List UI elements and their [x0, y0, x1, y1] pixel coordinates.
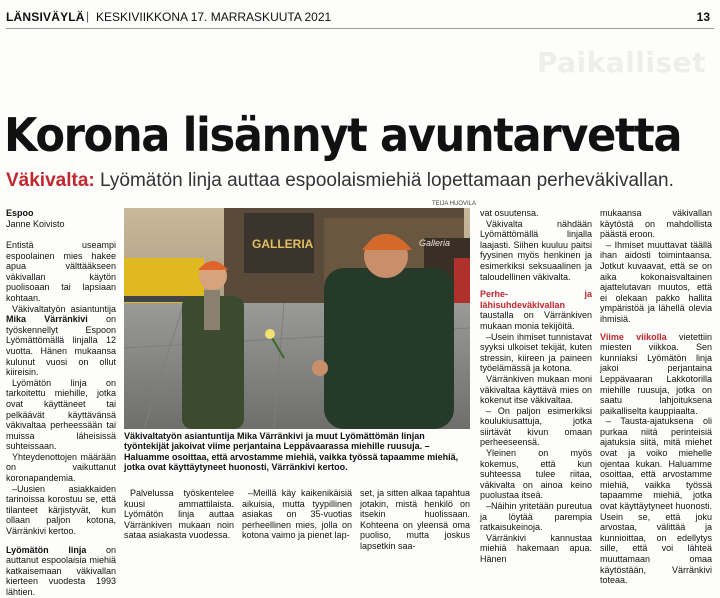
subheadline — [6, 170, 674, 192]
paragraph: set, ja sitten alkaa tapahtua jotakin, mistä henkilö on itsekin huolissaan. Kohteena on yleensä oma puoliso, mutta joskus lapsetkin saa- — [360, 488, 470, 551]
subheadline-text: Lyömätön linja auttaa espoolaismiehiä lopettamaan perheväkivallan. — [94, 170, 674, 191]
paragraph: –Meillä käy kaikenikäisiä aikuisia, mutta tyypillinen asiakas on 35-vuotias perheellinen mies, jolla on kotona vaimo ja pienet lap- — [242, 488, 352, 541]
paragraph: Värränkiven mukaan moni väkivaltaa käyttävä mies on kokenut itse väkivaltaa. — [480, 373, 592, 406]
paragraph: –Näihin yritetään pureutua ja löytää parempia ratkaisukeinoja. — [480, 501, 592, 533]
paragraph: Väkivalta nähdään Lyömättömällä linjalla laajasti. Siihen kuuluu paitsi fyysinen myös henkinen ja esimerkiksi seksuaalinen ja taloudellinen väkivalta. — [480, 218, 592, 282]
article-column-5 — [480, 208, 592, 565]
article-column-3 — [242, 488, 352, 541]
photo-caption: Väkivaltatyön asiantuntija Mika Värränkivi ja muut Lyömättömän linjan työntekijät jakoivat viime perjantaina Leppävaarassa miehille ruusuja. – Haluamme osoittaa, että arvostamme miehiä, vaikka työssä tapaamme miehiä, jotka ovat käyttäytyneet huonosti, Värränkivi kertoo. — [124, 431, 459, 473]
paragraph: Entistä useampi espoolainen mies hakee apua välttääkseen väkivallan käytön puolisoaan tai lapsiaan kohtaan. — [6, 240, 116, 303]
article-column-4 — [360, 488, 470, 552]
paragraph — [480, 289, 592, 331]
publication-name: LÄNSIVÄYLÄ — [6, 10, 85, 24]
storefront-sign-2: Galleria — [419, 238, 451, 248]
paragraph: –Usein ihmiset tunnistavat syyksi ulkoiset tekijät, kuten stressin, kiireen ja paineen työelämässä ja kotona. — [480, 331, 592, 374]
section-label: Paikalliset — [536, 46, 706, 79]
paragraph: Värränkivi kannustaa miehiä hakemaan apua. Hänen — [480, 532, 592, 564]
paragraph: vat osuutensa. — [480, 208, 539, 218]
text-run: vietettiin miesten viikkoa. Sen kunniaksi Lyömätön linja jakoi perjantaina Leppävaaran Lakkotorilla miehille ruusuja, jotka on saatu lahjoituksena paikalliselta kauppiaalta. — [600, 331, 712, 416]
photo-credit: TEIJA HUOVILA — [432, 201, 477, 207]
article-column-1 — [6, 240, 116, 598]
paragraph: Yhteydenottojen määrään on vaikuttanut koronapandemia. — [6, 451, 116, 484]
subheading: Perhe- ja lähisuhdeväkivallan — [480, 289, 592, 310]
byline-place: Espoo — [6, 208, 34, 218]
paragraph: mukaansa väkivallan käytöstä on mahdollista päästä eroon. — [600, 208, 712, 240]
paragraph: Yleinen on myös kokemus, että kun suhteessa tulee riitaa, väkivalta on ainoa keino puolustaa itseä. — [480, 448, 592, 501]
subheadline-kicker: Väkivalta: — [6, 170, 95, 191]
issue-date: KESKIVIIKKONA 17. MARRASKUUTA 2021 — [96, 10, 332, 24]
subheading: Lyömätön linja — [6, 544, 87, 555]
paragraph — [6, 545, 116, 598]
article-photo — [124, 208, 470, 429]
paragraph: Palvelussa työskentelee kuusi ammattilaista. Lyömätön linja auttaa Värränkiven mukaan noin sataa asiakasta vuodessa. — [124, 488, 234, 541]
paragraph: – On paljon esimerkiksi koulukiusattuja, jotka siirtävät kivun omaan perheeseensä. — [480, 405, 592, 448]
text-run: Väkivaltatyön asiantuntija — [12, 303, 116, 314]
text-run: taustalla on Värränkiven mukaan monia tekijöitä. — [480, 310, 592, 331]
page-number: 13 — [696, 10, 710, 24]
paragraph: – Tausta-ajatuksena oli purkaa niitä perinteisiä ajatuksia siitä, mitä miehet ovat ja voiko miehelle ojentaa kukan. Haluamme osoittaa, että arvostamme miehiä, vaikka työssä tapaamme miehiä, jotka ovat käyttäytyneet huonosti. Usein se, että joku arvostaa, välittää ja kunnioittaa, on edellytys sille, että voi lähteä muuttamaan omaa käytöstään, Värränkivi toteaa. — [600, 416, 712, 586]
byline — [6, 208, 65, 229]
paragraph: – Ihmiset muuttavat täällä ihan aidosti toimintaansa. Jotkut kuvaavat, että se on aika kokonaisvaltainen ajattelutavan muutos, että ei olekaan pakko hallita ympäristöä ja lähellä olevia ihmisiä. — [600, 239, 712, 324]
text-run: on työskennellyt Espoon Lyömättömällä linjalla 12 vuotta. Hänen mukaansa kulunut vuosi on ollut kiireisin. — [6, 314, 116, 378]
header-separator: | — [86, 9, 90, 23]
person-name: Mika Värränkivi — [6, 314, 88, 325]
storefront-sign: GALLERIA — [252, 237, 314, 251]
article-column-6 — [600, 208, 712, 586]
subheading: Viime viikolla — [600, 331, 667, 342]
headline: Korona lisännyt avuntarvetta — [4, 108, 682, 162]
text-run: on auttanut espoolaisia miehiä katkaisemaan väkivallan kierteen vuodesta 1993 lähtien. — [6, 544, 116, 597]
paragraph: –Uusien asiakkaiden tarinoissa korostuu se, että tilanteet kärjistyvät, kun ollaan paljon kotona, Värränkivi kertoo. — [6, 483, 116, 537]
page-header — [6, 6, 714, 29]
photo-illustration — [124, 208, 470, 429]
paragraph: Lyömätön linja on tarkoitettu miehille, jotka ovat käyttäneet tai pelkäävät käyttävänsä väkivaltaa perheessään tai muissa läheisissä suhteissaan. — [6, 377, 116, 452]
article-column-2 — [124, 488, 234, 541]
paragraph — [600, 332, 712, 417]
paragraph — [6, 304, 116, 378]
byline-author: Janne Koivisto — [6, 218, 65, 229]
